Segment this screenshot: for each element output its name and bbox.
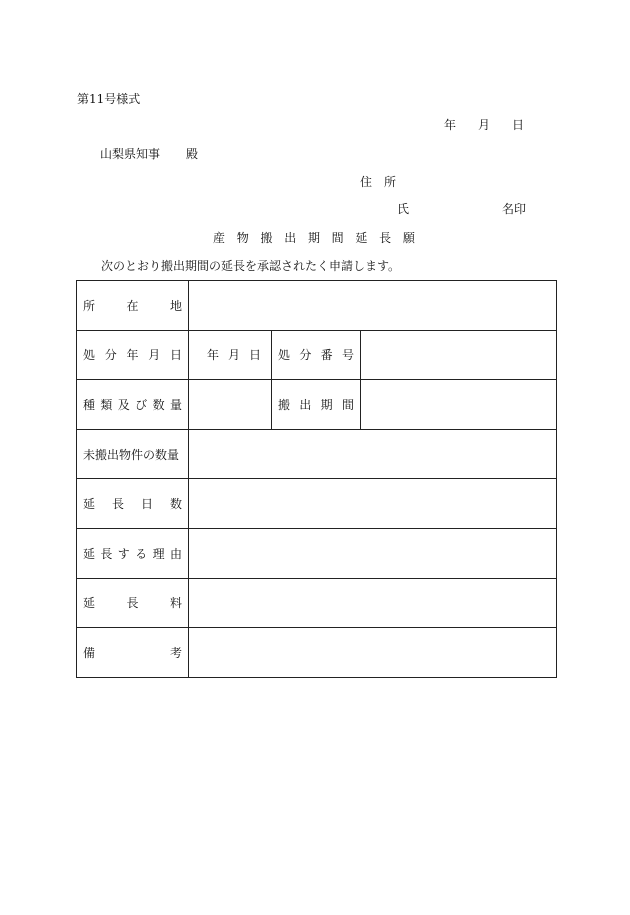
disposal-date-field[interactable]: 年 月 日 [189,330,272,380]
extension-days-field[interactable] [189,479,557,529]
addressee [100,147,198,161]
carry-out-period-label: 搬 出 期 間 [272,380,361,430]
table-row [77,628,557,678]
applicant-name-label: 氏 [397,202,410,216]
table-row [77,528,557,578]
applicant-address-label [360,175,396,189]
type-quantity-label: 種 類 及 び 数 量 [77,380,189,430]
extension-days-label: 延 長 日 数 [77,479,189,529]
addressee-name: 山梨県知事 [100,147,161,161]
document-title [213,231,415,245]
disposal-number-label: 処 分 番 号 [272,330,361,380]
remarks-field[interactable] [189,628,557,678]
remaining-quantity-label: 未搬出物件の数量 [77,429,189,479]
date-year-label: 年 [444,118,457,132]
date-day-label: 日 [511,118,524,132]
table-row [77,380,557,430]
title-char: 延 [355,231,368,245]
title-char: 間 [331,231,344,245]
location-field[interactable] [189,281,557,331]
table-row [77,281,557,331]
remarks-label: 備 考 [77,628,189,678]
extension-reason-label: 延 長 す る 理 由 [77,528,189,578]
title-char: 出 [284,231,297,245]
table-row [77,330,557,380]
table-row [77,429,557,479]
table-row [77,578,557,628]
location-label: 所 在 地 [77,281,189,331]
application-table [76,280,557,678]
disposal-number-field[interactable] [361,330,557,380]
intro-text: 次のとおり搬出期間の延長を承認されたく申請します。 [101,259,401,273]
type-quantity-field[interactable] [189,380,272,430]
address-char: 住 [360,175,373,189]
extension-reason-field[interactable] [189,528,557,578]
carry-out-period-field[interactable] [361,380,557,430]
form-number: 第11号様式 [77,92,141,106]
title-char: 産 [213,231,226,245]
table-row [77,479,557,529]
title-char: 期 [307,231,320,245]
addressee-honorific: 殿 [186,147,199,161]
date-month-label: 月 [477,118,490,132]
address-char: 所 [383,175,396,189]
remaining-quantity-field[interactable] [189,429,557,479]
extension-fee-label: 延 長 料 [77,578,189,628]
title-char: 搬 [260,231,273,245]
extension-fee-field[interactable] [189,578,557,628]
date-line [444,118,524,132]
title-char: 物 [236,231,249,245]
disposal-date-label: 処 分 年 月 日 [77,330,189,380]
applicant-seal-label: 名印 [502,202,527,216]
title-char: 長 [379,231,392,245]
title-char: 願 [402,231,415,245]
